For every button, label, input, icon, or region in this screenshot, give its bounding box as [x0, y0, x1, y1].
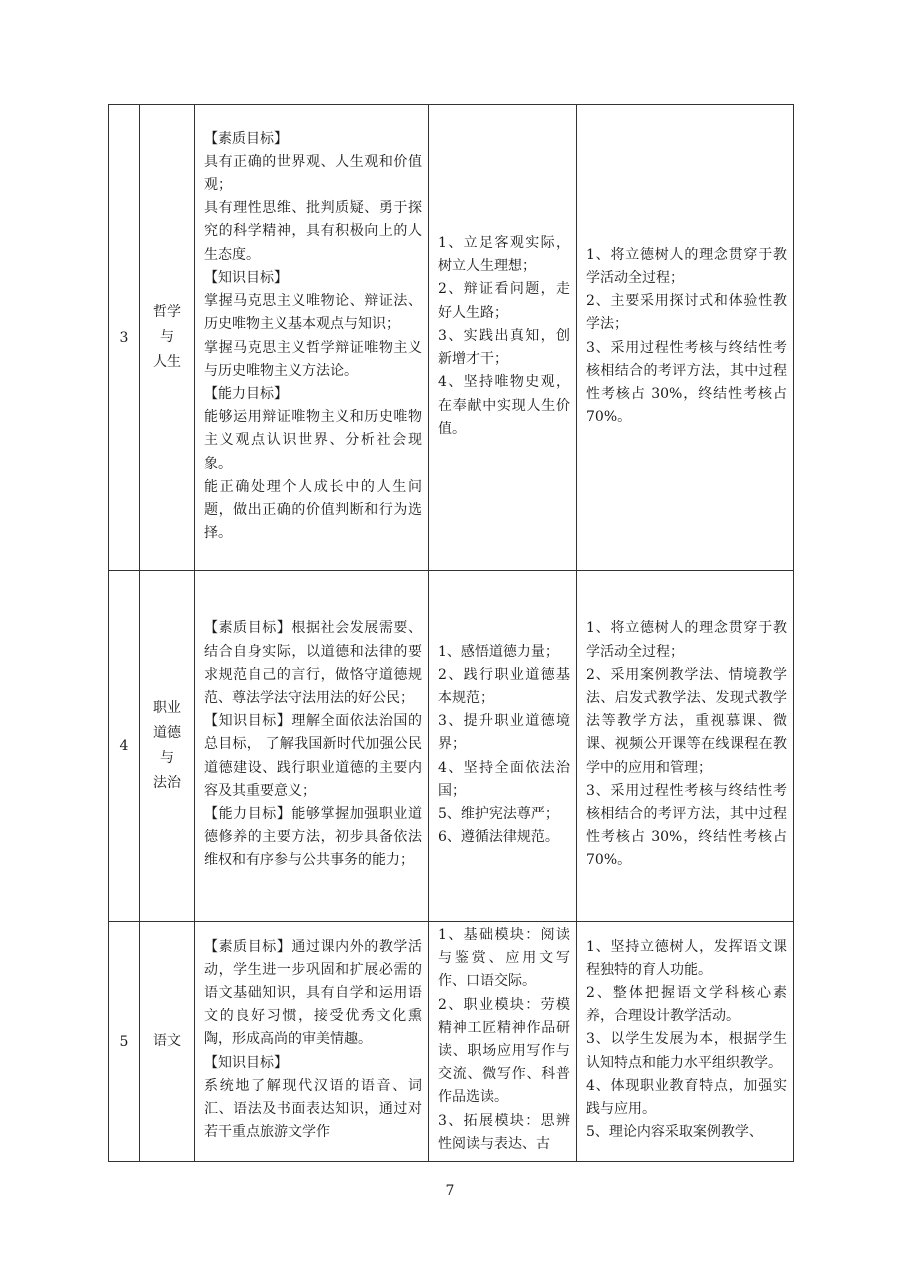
course-name-line: 哲学	[153, 304, 181, 320]
goal-paragraph: 【素质目标】	[204, 130, 288, 147]
goal-paragraph: 【能力目标】	[204, 385, 288, 402]
course-content	[429, 571, 577, 922]
content-item: 1、立足客观实际，树立人生理想；	[438, 235, 570, 275]
requirement-item: 1、坚持立德树人，发挥语文课程独特的育人功能。	[586, 938, 787, 978]
requirement-item: 2、整体把握语文学科核心素养，合理设计教学活动。	[586, 984, 787, 1025]
goal-paragraph: 系统地了解现代汉语的语音、词汇、语法及书面表达知识，通过对若干重点旅游文学作	[204, 1077, 422, 1141]
goal-paragraph: 【知识目标】	[204, 269, 288, 286]
course-name-line: 与	[160, 750, 174, 766]
goal-paragraph: 【素质目标】通过课内外的教学活动，学生进一步巩固和扩展必需的语文基础知识，具有自学和运用语文的良好习惯，接受优秀文化熏陶，形成高尚的审美情趣。	[204, 938, 422, 1048]
content-item: 2、辩证看问题，走好人生路；	[438, 281, 570, 321]
course-name-line: 与	[160, 329, 174, 345]
goal-paragraph: 【能力目标】能够掌握加强职业道德修养的主要方法，初步具备依法维权和有序参与公共事务的能力；	[204, 806, 422, 869]
course-name	[140, 105, 195, 571]
content-item: 2、践行职业道德基本规范；	[438, 666, 570, 706]
goal-paragraph: 能正确处理个人成长中的人生问题，做出正确的价值判断和行为选择。	[204, 478, 422, 542]
goal-paragraph: 具有理性思维、批判质疑、勇于探究的科学精神，具有积极向上的人生态度。	[204, 200, 422, 263]
course-goals	[195, 105, 429, 571]
row-number: 5	[109, 922, 140, 1162]
teaching-requirements	[577, 105, 794, 571]
page-number: 7	[445, 1183, 455, 1199]
course-name-line: 语文	[153, 1033, 181, 1049]
requirement-item: 5、理论内容采取案例教学、	[586, 1124, 763, 1141]
requirement-item: 3、以学生发展为本，根据学生认知特点和能力水平组织教学。	[586, 1031, 787, 1071]
content-item: 2、职业模块：劳模精神工匠精神作品研读、职场应用写作与交流、微写作、科普作品选读。	[438, 996, 570, 1106]
curriculum-table	[108, 104, 794, 1162]
content-item: 6、遵循法律规范。	[438, 829, 559, 846]
goal-paragraph: 【素质目标】根据社会发展需要、结合自身实际，以道德和法律的要求规范自己的言行，做恪守道德规范、尊法学法守法用法的好公民；	[204, 620, 422, 706]
requirement-item: 1、将立德树人的理念贯穿于教学活动全过程；	[586, 246, 787, 286]
content-item: 3、提升职业道德境界；	[438, 713, 570, 753]
goal-paragraph: 掌握马克思主义唯物论、辩证法、历史唯物主义基本观点与知识；	[204, 293, 422, 333]
course-content	[429, 105, 577, 571]
requirement-item: 3、采用过程性考核与终结性考核相结合的考评方法，其中过程性考核占 30%，终结性考核占 70%。	[586, 339, 787, 426]
requirement-item: 4、体现职业教育特点，加强实践与应用。	[586, 1077, 787, 1117]
requirement-item: 2、采用案例教学法、情境教学法、启发式教学法、发现式教学法等教学方法，重视慕课、微课、视频公开课等在线课程在教学中的应用和管理；	[586, 666, 787, 776]
table-row	[109, 105, 794, 571]
content-item: 1、基础模块：阅读与鉴赏、应用文写作、口语交际。	[438, 926, 570, 990]
goal-paragraph: 掌握马克思主义哲学辩证唯物主义与历史唯物主义方法论。	[204, 339, 422, 379]
course-name-line: 职业	[153, 700, 181, 716]
content-item: 3、拓展模块：思辨性阅读与表达、古	[438, 1112, 570, 1152]
course-name	[140, 922, 195, 1162]
row-number: 4	[109, 571, 140, 922]
course-name	[140, 571, 195, 922]
course-goals	[195, 571, 429, 922]
table-row	[109, 571, 794, 922]
content-item: 4、坚持唯物史观，在奉献中实现人生价值。	[438, 374, 570, 437]
row-number: 3	[109, 105, 140, 571]
content-item: 3、实践出真知，创新增才干；	[438, 327, 570, 368]
goal-paragraph: 具有正确的世界观、人生观和价值观；	[204, 153, 422, 194]
requirement-item: 1、将立德树人的理念贯穿于教学活动全过程；	[586, 620, 787, 660]
course-name-line: 法治	[153, 775, 181, 791]
goal-paragraph: 能够运用辩证唯物主义和历史唯物主义观点认识世界、分析社会现象。	[204, 409, 422, 472]
content-item: 4、坚持全面依法治国；	[438, 759, 570, 799]
teaching-requirements	[577, 571, 794, 922]
requirement-item: 2、主要采用探讨式和体验性教学法；	[586, 293, 787, 333]
content-item: 5、维护宪法尊严；	[438, 806, 559, 822]
course-name-line: 道德	[153, 725, 181, 741]
course-content	[429, 922, 577, 1162]
course-name-line: 人生	[153, 354, 181, 370]
course-goals	[195, 922, 429, 1162]
requirement-item: 3、采用过程性考核与终结性考核相结合的考评方法，其中过程性考核占 30%，终结性考核占 70%。	[586, 782, 787, 869]
teaching-requirements	[577, 922, 794, 1162]
content-item: 1、感悟道德力量；	[438, 643, 559, 660]
table-row	[109, 922, 794, 1162]
goal-paragraph: 【知识目标】	[204, 1054, 288, 1071]
goal-paragraph: 【知识目标】理解全面依法治国的总目标， 了解我国新时代加强公民道德建设、践行职业道德的主要内容及其重要意义；	[204, 713, 422, 799]
